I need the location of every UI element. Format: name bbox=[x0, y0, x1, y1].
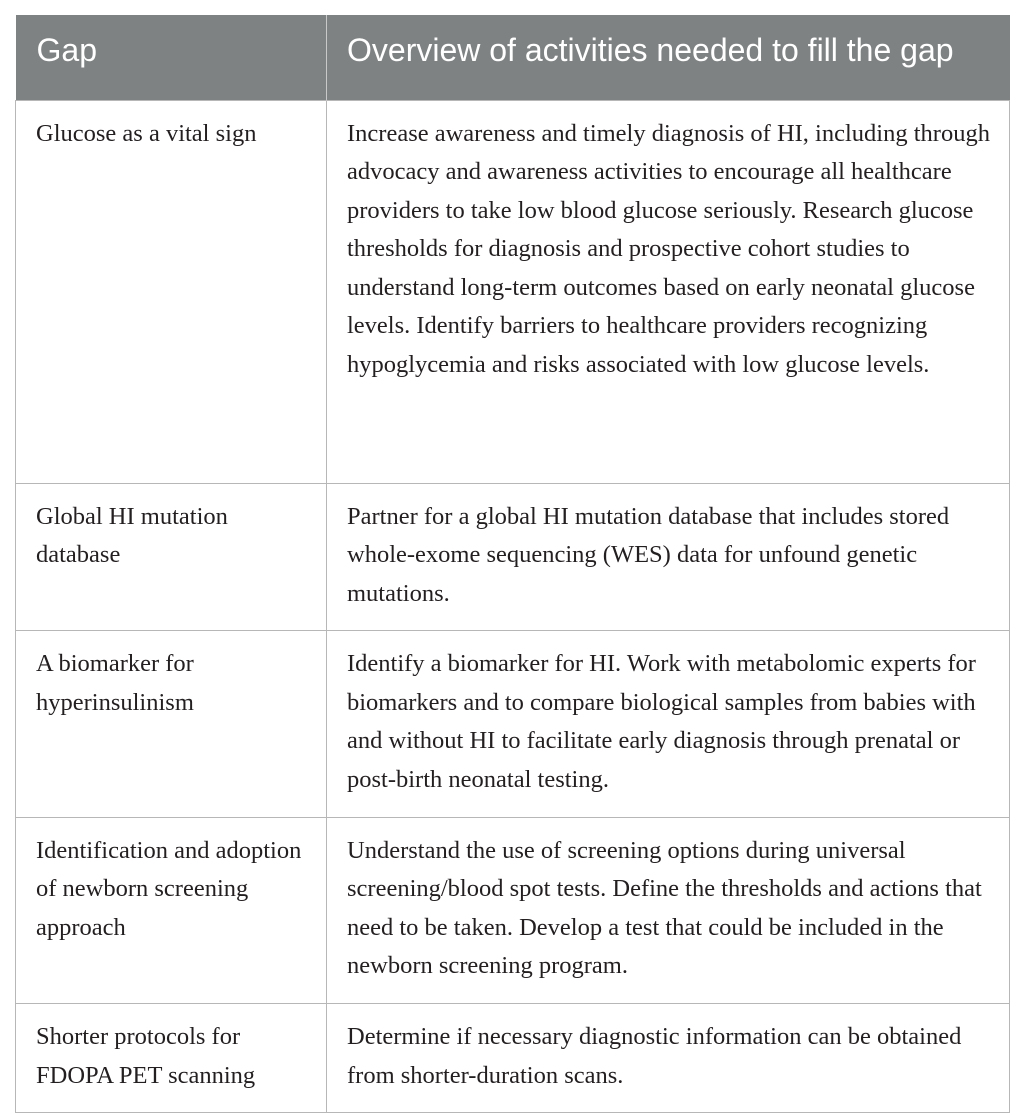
table-body bbox=[16, 100, 1010, 1113]
overview-cell: Partner for a global HI mutation database that includes stored whole-exome sequencing (WES) data for unfound genetic mutations. bbox=[327, 483, 1010, 631]
gap-cell: Shorter protocols for FDOPA PET scanning bbox=[16, 1004, 327, 1113]
gap-cell: Identification and adoption of newborn screening approach bbox=[16, 817, 327, 1003]
header-overview: Overview of activities needed to fill the gap bbox=[327, 15, 1010, 100]
table-row bbox=[16, 631, 1010, 817]
gap-cell: Global HI mutation database bbox=[16, 483, 327, 631]
overview-cell: Increase awareness and timely diagnosis of HI, including through advocacy and awareness activities to encourage all healthcare providers to take low blood glucose seriously. Research glucose thresholds for diagnosis and prospective cohort studies to understand long-term outcomes based on early neonatal glucose levels. Identify barriers to healthcare providers recognizing hypoglycemia and risks associated with low glucose levels. bbox=[327, 100, 1010, 483]
overview-cell: Understand the use of screening options during universal screening/blood spot tests. Define the thresholds and actions that need to be taken. Develop a test that could be included in the newborn screening program. bbox=[327, 817, 1010, 1003]
gap-cell: A biomarker for hyperinsulinism bbox=[16, 631, 327, 817]
table-row bbox=[16, 483, 1010, 631]
overview-cell: Identify a biomarker for HI. Work with metabolomic experts for biomarkers and to compare biological samples from babies with and without HI to facilitate early diagnosis through prenatal or post-birth neonatal testing. bbox=[327, 631, 1010, 817]
gap-table-container bbox=[15, 15, 1009, 1113]
gap-cell: Glucose as a vital sign bbox=[16, 100, 327, 483]
header-row bbox=[16, 15, 1010, 100]
overview-cell: Determine if necessary diagnostic information can be obtained from shorter-duration scans. bbox=[327, 1004, 1010, 1113]
table-row bbox=[16, 100, 1010, 483]
gap-table bbox=[15, 15, 1010, 1113]
table-row bbox=[16, 1004, 1010, 1113]
header-gap: Gap bbox=[16, 15, 327, 100]
table-header bbox=[16, 15, 1010, 100]
table-row bbox=[16, 817, 1010, 1003]
